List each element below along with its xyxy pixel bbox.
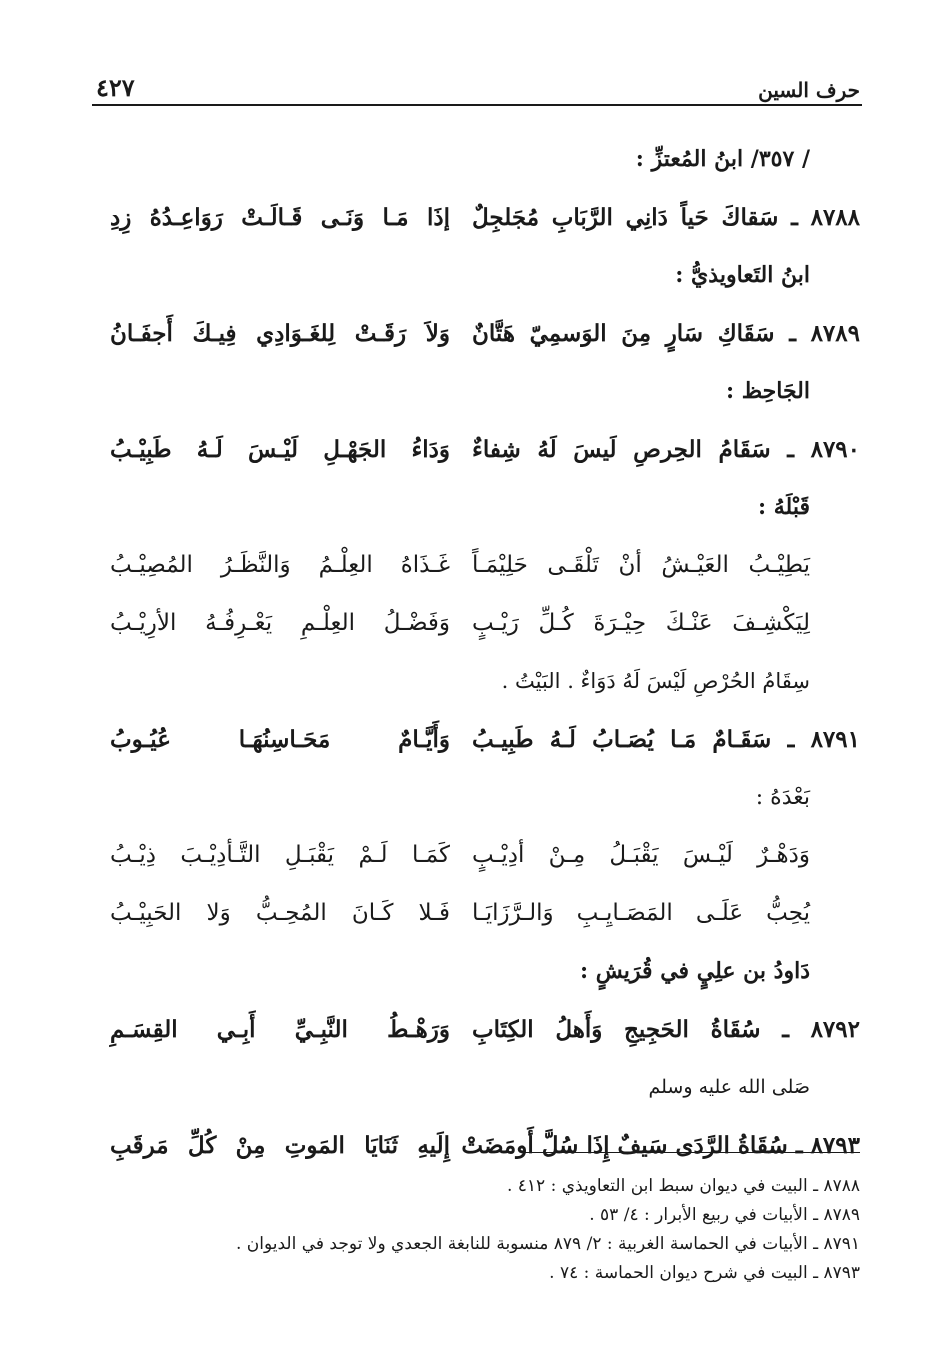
first-hemistich	[472, 900, 860, 926]
verse-line	[110, 536, 860, 594]
first-hemistich	[472, 204, 860, 231]
footnotes	[96, 1176, 860, 1292]
second-hemistich: وَلاَ رَقَـتْ لِلغَـوَادِي فِيـكَ أَجفَـانُ	[110, 319, 450, 347]
verse-line	[110, 710, 860, 768]
poet-name: الجَاحِظ :	[726, 378, 810, 404]
first-hemistich	[472, 610, 860, 636]
verse-line	[110, 594, 860, 652]
poet-heading	[110, 246, 860, 304]
verse-number: ٨٧٨٩ ـ	[789, 319, 860, 347]
verse-number: ٨٧٩٠ ـ	[787, 435, 861, 463]
first-hemistich-text: سَقَاكِ سَارٍ مِنَ الوَسمِيّ هَتَّانٌ	[472, 319, 775, 347]
footnote-divider	[522, 1152, 860, 1153]
poet-name: ابنُ التَعاويذيُّ :	[675, 262, 810, 288]
first-hemistich-text: سُقَاةُ الرَّدَى سَيفٌ إِذَا سُلَّ أَومَضَتْ	[461, 1131, 788, 1159]
verse-number: ٨٧٨٨ ـ	[791, 203, 861, 231]
verse-line	[110, 188, 860, 246]
first-hemistich-text: سَقاكَ حَياً دَانِي الرَّبَابِ مُجَلجِلٌ	[472, 203, 779, 231]
poet-name: / ٣٥٧/ ابنُ المُعتزِّ :	[635, 146, 810, 172]
poet-name: بَعْدَهُ :	[755, 784, 810, 810]
second-hemistich: وَأَيَّـامٌ مَحَـاسِنُهَـا عُيُـوبُ	[110, 725, 450, 753]
first-hemistich	[472, 1016, 860, 1043]
second-hemistich: وَفَضْـلُ العِلْـمِ يَعْـرِفُـهُ الأرِيْـبُ	[110, 610, 450, 636]
poet-name: قَبْلَهُ :	[757, 494, 810, 520]
poem-entries	[110, 130, 860, 1174]
verse-line	[110, 884, 860, 942]
first-hemistich	[472, 552, 860, 578]
footnote: ٨٧٩٣ ـ البيت في شرح ديوان الحماسة : ٧٤ .	[549, 1263, 860, 1283]
verse-line	[110, 420, 860, 478]
footnote: ٨٧٩١ ـ الأبيات في الحماسة الغربية : ٢/ ٨٧٩ منسوبة للنابغة الجعدي ولا توجد في الديوان .	[235, 1234, 860, 1254]
verse-number: ٨٧٩٢ ـ	[782, 1015, 860, 1043]
first-hemistich	[461, 1131, 860, 1159]
first-hemistich	[472, 436, 860, 463]
verse-number: ٨٧٩١ ـ	[787, 725, 860, 753]
second-hemistich: غَـذَاهُ العِلْـمُ وَالنَّظَـرُ المُصِيْـبُ	[110, 552, 450, 578]
second-hemistich: وَرَهْـطُ النَّبِـيِّ أَبِـي القِسَـمِ	[110, 1015, 450, 1043]
note-line	[110, 652, 860, 710]
first-hemistich	[472, 320, 860, 347]
first-hemistich	[472, 842, 860, 868]
verse-line	[110, 1000, 860, 1058]
poet-heading	[110, 478, 860, 536]
first-hemistich	[472, 726, 860, 753]
first-hemistich-text: يُحِبُّ عَلَـى المَصَـايِـبِ وَالـرَّزَايَـا	[472, 900, 810, 926]
poet-name: دَاودُ بن علِيٍ في قُرَيشٍ :	[579, 958, 810, 984]
page-number: ٤٢٧	[96, 73, 135, 102]
first-hemistich-text: لِيَكْشِـفَ عَنْـكَ حِيْـرَةَ كُـلِّ رَيْـبٍ	[472, 610, 810, 636]
second-hemistich: إذَا مَـا وَنَـى قَـالَـتْ رَوَاعِـدُهُ زِدِ	[110, 203, 450, 231]
first-hemistich-text: يَطِيْـبُ العَيْـشُ أنْ تَلْقَـى حَلِيْمَـاً	[472, 552, 810, 578]
poet-heading	[110, 942, 860, 1000]
note-text: صَلى الله عليه وسلم	[648, 1076, 810, 1098]
first-hemistich-text: سَقَـامٌ مَـا يُصَـابُ لَـهُ طَبِيـبُ	[472, 725, 772, 753]
second-hemistich: إِلَيهِ ثَنَايَا المَوتِ مِنْ كُلِّ مَرقَبِ	[110, 1131, 450, 1159]
header-divider	[92, 104, 862, 106]
second-hemistich: كَمَـا لَـمْ يَقْبَـلِ التَّـأدِيْـبَ ذِيْـبُ	[110, 842, 450, 868]
page-header	[96, 58, 860, 102]
poet-heading	[110, 362, 860, 420]
footnote: ٨٧٨٩ ـ الأبيات في ربيع الأبرار : ٤/ ٥٣ .	[589, 1205, 860, 1225]
verse-line	[110, 1116, 860, 1174]
first-hemistich-text: سَقَامُ الحِرصِ لَيسَ لَهُ شِفاءٌ	[472, 435, 771, 463]
verse-number: ٨٧٩٣ ـ	[795, 1131, 860, 1159]
poet-heading	[110, 130, 860, 188]
footnote: ٨٧٨٨ ـ البيت في ديوان سبط ابن التعاويذي : ٤١٢ .	[506, 1176, 860, 1196]
second-hemistich: وَدَاءُ الجَهْـلِ لَيْـسَ لَـهُ طَبِيْـبُ	[110, 435, 450, 463]
chapter-title: حرف السين	[758, 78, 860, 102]
note-text: سِقَامُ الحُرْصِ لَيْسَ لَهُ دَوَاءٌ . البَيْتُ .	[501, 669, 810, 693]
poet-heading	[110, 768, 860, 826]
note-line	[110, 1058, 860, 1116]
first-hemistich-text: سُقَاةُ الحَجِيجِ وَأَهلُ الكِتَابِ	[472, 1015, 761, 1043]
verse-line	[110, 826, 860, 884]
first-hemistich-text: وَدَهْـرٌ لَيْـسَ يَقْبَـلُ مِـنْ أدِيْـبٍ	[472, 842, 810, 868]
verse-line	[110, 304, 860, 362]
second-hemistich: فَـلا كَـانَ المُحِـبُّ وَلا الحَبِيْـبُ	[110, 900, 450, 926]
